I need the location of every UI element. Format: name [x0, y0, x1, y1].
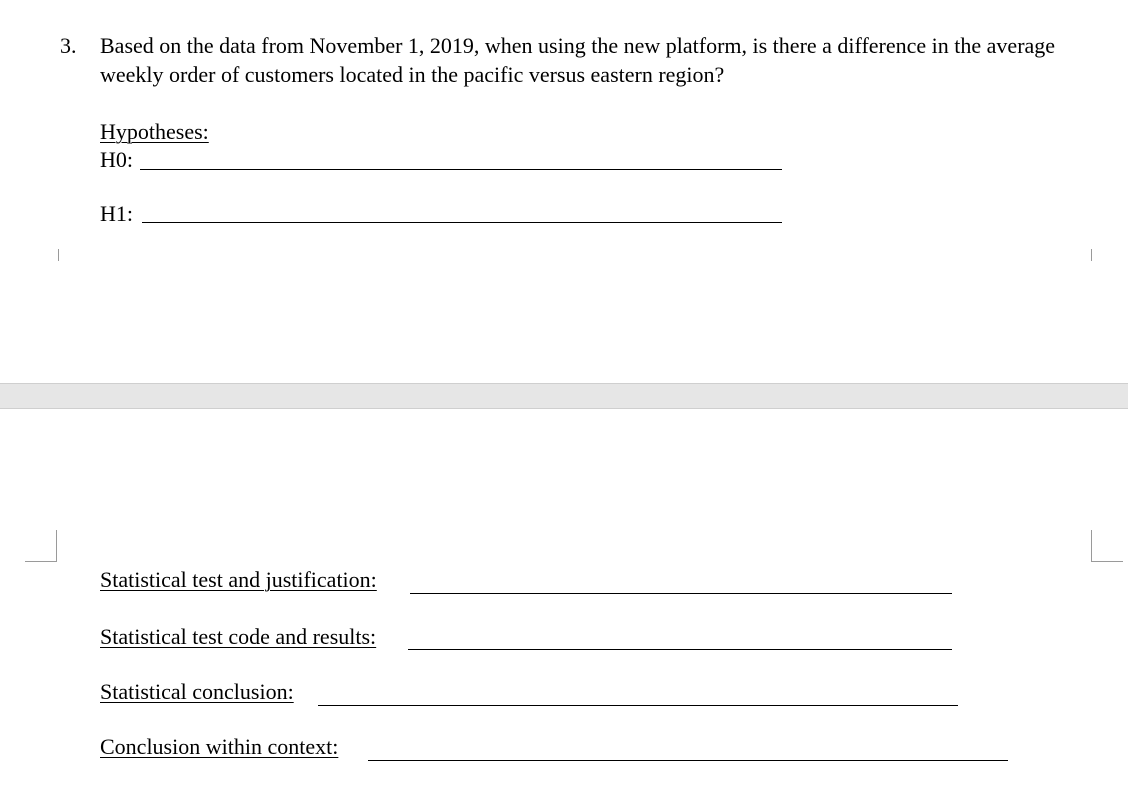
question-number: 3.	[60, 33, 77, 58]
conclusion-context-answer-line[interactable]	[368, 760, 1008, 761]
h0-label: H0:	[100, 147, 133, 172]
statistical-conclusion-label: Statistical conclusion:	[100, 679, 294, 704]
page-break-gap	[0, 383, 1128, 409]
conclusion-context-label: Conclusion within context:	[100, 734, 339, 759]
h1-label: H1:	[100, 201, 133, 226]
page-margin-corner-mark	[58, 249, 59, 261]
page-margin-corner-mark	[1091, 530, 1123, 562]
test-justification-answer-line[interactable]	[410, 593, 952, 594]
page-one	[0, 0, 1128, 383]
question-text: Based on the data from November 1, 2019, when using the new platform, is there a difference in the average weekly order of customers located in the pacific versus eastern region?	[100, 33, 1056, 87]
page-margin-corner-mark	[25, 530, 57, 562]
test-code-results-answer-line[interactable]	[408, 649, 952, 650]
test-code-results-label: Statistical test code and results:	[100, 624, 377, 649]
test-justification-label: Statistical test and justification:	[100, 567, 377, 592]
hypotheses-heading: Hypotheses:	[100, 119, 209, 144]
h0-answer-line[interactable]	[140, 169, 782, 170]
page-margin-corner-mark	[1091, 249, 1092, 261]
statistical-conclusion-answer-line[interactable]	[318, 705, 958, 706]
h1-answer-line[interactable]	[142, 222, 782, 223]
